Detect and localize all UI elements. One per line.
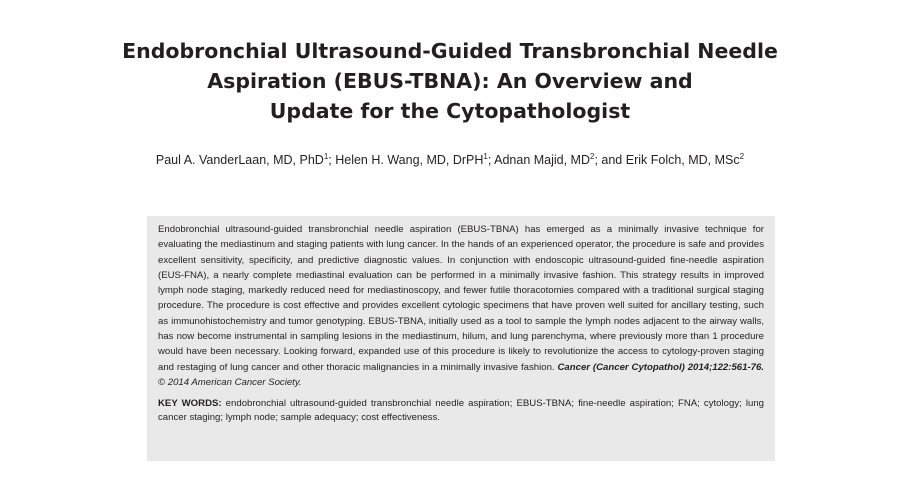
author-affiliation: 2 — [739, 151, 745, 161]
abstract-box — [147, 216, 775, 461]
keywords-label: KEY WORDS: — [158, 398, 222, 410]
author-affiliation: 1 — [483, 151, 488, 161]
author-name: Adnan Majid, MD — [494, 153, 590, 167]
citation-reference: 2014;122:561-76. — [684, 361, 765, 373]
title-line-3: Update for the Cytopathologist — [269, 99, 631, 123]
author-separator: ; — [328, 153, 336, 167]
abstract-body: Endobronchial ultrasound-guided transbronchial needle aspiration (EBUS-TBNA) has emerged as a minimally invasive technique for evaluating the mediastinum and staging patients with lung cancer. In the hands of an experienced operator, the procedure is safe and provides excellent sensitivity, specificity, and predictive diagnostic values. In conjunction with endoscopic ultrasound-guided fine-needle aspiration (EUS-FNA), a nearly complete mediastinal evaluation can be performed in a minimally invasive fashion. This strategy results in improved lymph node staging, markedly reduced need for mediastinoscopy, and fewer futile thoracotomies compared with a traditional surgical staging procedure. The procedure is cost effective and provides excellent cytologic specimens that have proven well suited for ancillary testing, such as immunohistochemistry and tumor genotyping. EBUS-TBNA, initially used as a tool to sample the lymph nodes adjacent to the airway walls, has now become instrumental in sampling lesions in the mediastinum, hilum, and lung parenchyma, where previously more than 1 procedure would have been necessary. Looking forward, expanded use of this procedure is likely to revolutionize the access to cytology-proven staging and restaging of lung cancer and other thoracic malignancies in a minimally invasive fashion. — [158, 224, 764, 373]
author-affiliation: 2 — [590, 151, 595, 161]
author-list — [100, 151, 800, 169]
author-affiliation: 1 — [323, 151, 329, 161]
author-separator: ; — [487, 153, 495, 167]
keywords — [158, 397, 764, 424]
keywords-text: endobronchial ultrasound-guided transbronchial needle aspiration; EBUS-TBNA; fine-needle aspiration; FNA; cytology; lung cancer staging; lymph node; sample adequacy; cost effectiveness. — [158, 398, 764, 423]
author-name: Paul A. VanderLaan, MD, PhD — [155, 153, 324, 167]
article-title — [120, 36, 780, 126]
author-name: Erik Folch, MD, MSc — [625, 153, 740, 167]
citation-journal: Cancer (Cancer Cytopathol) — [557, 361, 685, 373]
abstract — [158, 222, 764, 390]
copyright-notice: © 2014 American Cancer Society. — [158, 376, 302, 388]
title-line-1: Endobronchial Ultrasound-Guided Transbronchial Needle — [122, 39, 778, 63]
author-separator: ; and — [594, 153, 626, 167]
title-line-2: Aspiration (EBUS-TBNA): An Overview and — [207, 69, 693, 93]
author-name: Helen H. Wang, MD, DrPH — [335, 153, 484, 167]
